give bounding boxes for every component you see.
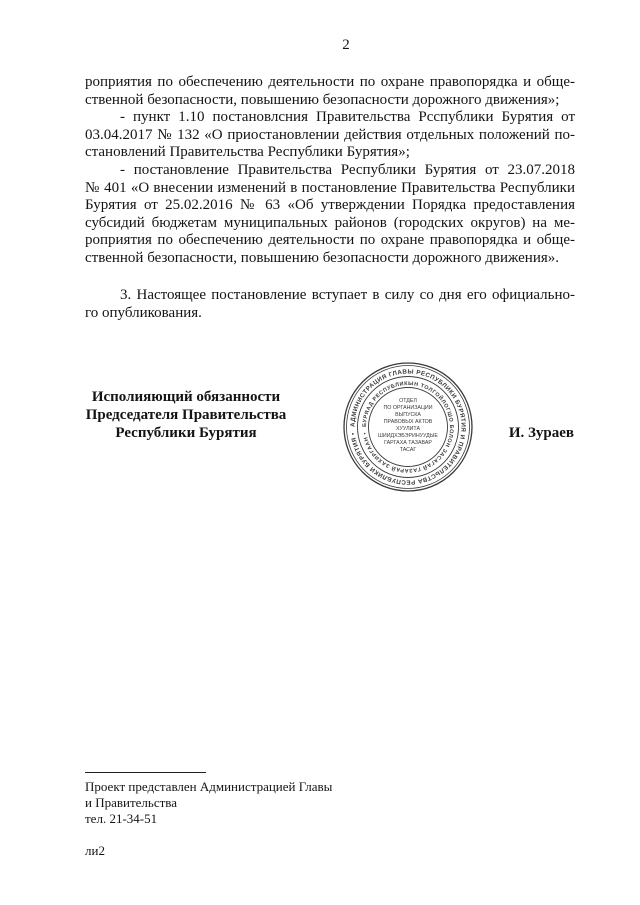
footer-line: тел. 21-34-51 [85, 811, 158, 826]
text-line: - постановление Правительства Республики Бурятия от 23.07.2018 [120, 162, 575, 178]
list-item-resolution-401 [85, 162, 575, 268]
seal-inner-ring-text: БУРЯАД РЕСПУБЛИКЫН ТОЛГОЙЛОГШО БОЛОН ЗАСАГАЙ ГАЗАРАЙ ЗАХИРГААН • [361, 380, 455, 474]
seal-center-line: ОТДЕЛ [399, 398, 417, 404]
text-line: ственной безопасности, повышению безопасности дорожного движения»; [85, 91, 560, 108]
seal-center-line: ПО ОРГАНИЗАЦИИ [383, 405, 433, 411]
official-seal [340, 359, 476, 495]
signatory-position [84, 388, 288, 442]
text-line: ственной безопасности, повышению безопасности дорожного движения». [85, 249, 559, 266]
text-line: 3. Настоящее постановление вступает в силу со дня его официально- [120, 287, 575, 303]
text-line: го опубликования. [85, 304, 202, 321]
text-line: Бурятия от 25.02.2016 № 63 «Об утверждении Порядка предоставления [85, 197, 575, 214]
list-item-point-1-10 [85, 109, 575, 162]
text-line: субсидий бюджетам муниципальных районов (городских округов) на ме- [85, 214, 575, 231]
seal-outer-ring-text: АДМИНИСТРАЦИЯ ГЛАВЫ РЕСПУБЛИКИ БУРЯТИЯ И ПРАВИТЕЛЬСТВА РЕСПУБЛИКИ БУРЯТИЯ • [349, 368, 467, 486]
footer-note [85, 779, 385, 827]
text-line: роприятия по обеспечению деятельности по охране правопорядка и обще- [85, 232, 575, 249]
text-line: № 401 «О внесении изменений в постановление Правительства Республики [85, 179, 575, 196]
seal-center-line: ХУУЛИТА [396, 426, 420, 432]
footer-divider [85, 772, 206, 773]
seal-center-text [378, 398, 438, 453]
continuation-paragraph [85, 74, 575, 109]
footer-line: Проект представлен Администрацией Главы [85, 779, 333, 794]
seal-center-line: ВЫПУСКА [395, 412, 421, 418]
text-line: роприятия по обеспечению деятельности по охране правопорядка и обще- [85, 74, 575, 90]
clause-3-paragraph [85, 287, 575, 322]
footer-line: и Правительства [85, 795, 178, 810]
seal-center-line: ПРАВОВЫХ АКТОВ [383, 419, 433, 425]
page-number: 2 [342, 37, 350, 53]
seal-center-line: ГАРГАХА ТАЗАВАР [384, 440, 432, 446]
seal-center-line: ТАСАГ [399, 447, 417, 453]
text-line: становлений Правительства Республики Бурятия»; [85, 144, 410, 161]
signatory-name: И. Зураев [508, 425, 574, 441]
signatory-position-line: Республики Бурятия [115, 425, 257, 441]
seal-center-line: ШИИДХЭБЭРИНУУДЫЕ [378, 433, 438, 439]
signatory-position-line: Исполияющий обязанности [91, 389, 281, 405]
text-line: 03.04.2017 № 132 «О приостановлении действия отдельных положений по- [85, 126, 575, 143]
text-line: - пункт 1.10 постановлсния Правительства Рсспублики Бурятия от [120, 109, 575, 126]
signatory-position-line: Председателя Правительства [85, 407, 287, 423]
footer-code: ли2 [85, 843, 105, 858]
